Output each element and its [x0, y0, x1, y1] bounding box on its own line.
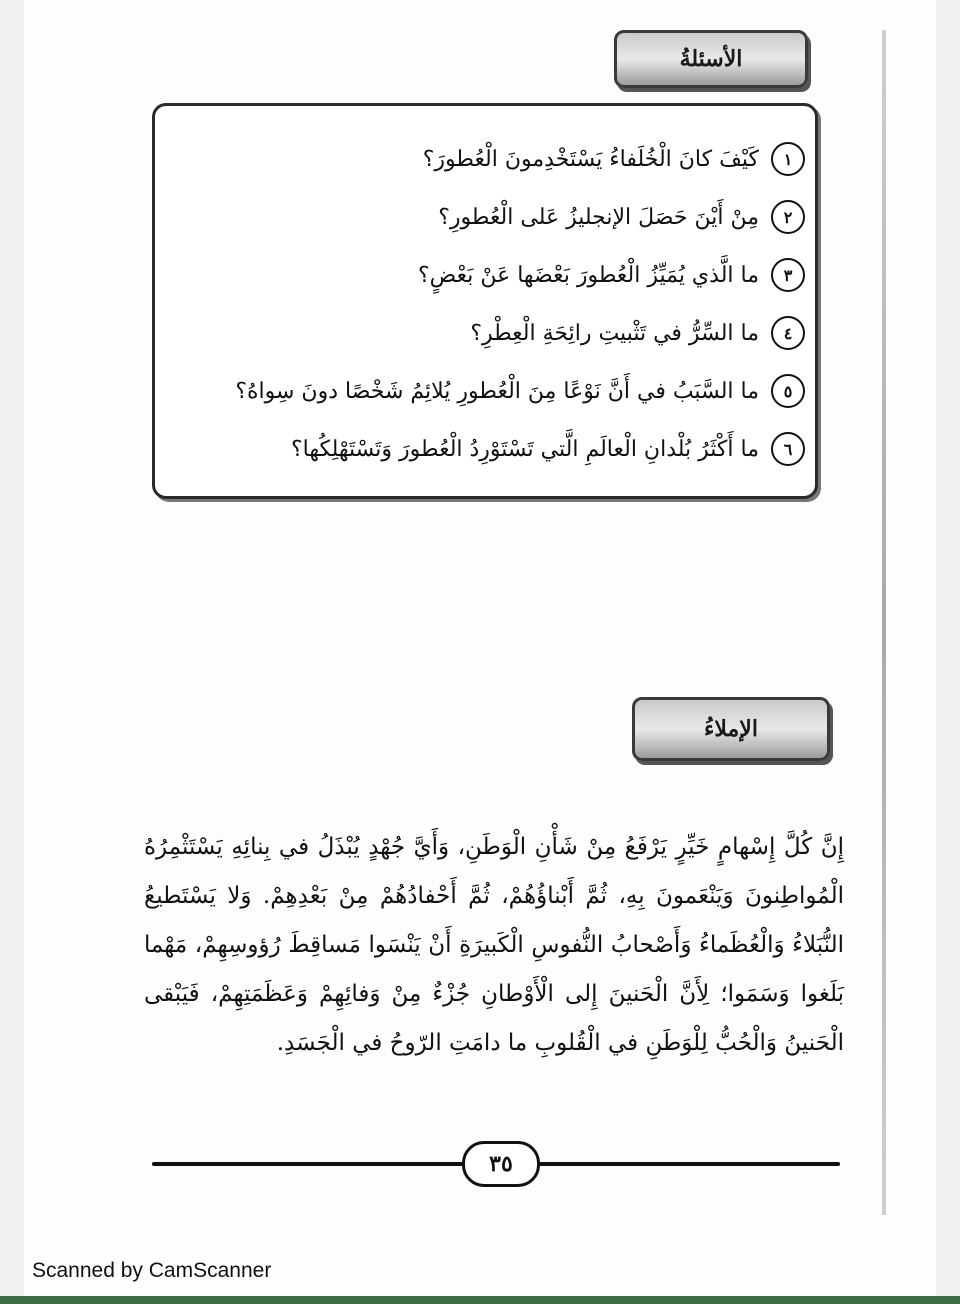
scanner-watermark: Scanned by CamScanner	[32, 1259, 272, 1282]
question-item	[173, 420, 805, 478]
question-item	[173, 188, 805, 246]
bottom-bar	[0, 1296, 960, 1304]
question-text: ما السِّرُّ في تَثْبيتِ رائِحَةِ الْعِطْرِ؟	[470, 320, 759, 346]
question-text: ما السَّبَبُ في أَنَّ نَوْعًا مِنَ الْعُطورِ يُلائِمُ شَخْصًا دونَ سِواهُ؟	[235, 378, 759, 404]
question-text: كَيْفَ كانَ الْخُلَفاءُ يَسْتَخْدِمونَ الْعُطورَ؟	[422, 146, 759, 172]
question-item	[173, 362, 805, 420]
question-number-badge: ١	[771, 142, 805, 176]
question-item	[173, 130, 805, 188]
questions-section-title: الأسئلةُ	[614, 30, 808, 88]
question-text: مِنْ أَيْنَ حَصَلَ الإنجليزُ عَلى الْعُطورِ؟	[438, 204, 759, 230]
page-number: ٣٥	[462, 1141, 540, 1187]
dictation-paragraph: إِنَّ كُلَّ إِسْهامٍ خَيِّرٍ يَرْفَعُ مِنْ شَأْنِ الْوَطَنِ، وَأَيَّ جُهْدٍ يُبْذَلُ في بِنائِهِ يَسْتَثْمِرُهُ الْمُواطِنونَ وَيَنْعَمونَ بِهِ، ثُمَّ أَبْناؤُهُمْ، ثُمَّ أَحْفادُهُمْ مِنْ بَعْدِهِمْ. وَلا يَسْتَطيعُ النُّبَلاءُ وَالْعُظَماءُ وَأَصْحابُ النُّفوسِ الْكَبيرَةِ أَنْ يَنْسَوا مَساقِطَ رُؤوسِهِمْ، مَهْما بَلَغوا وَسَمَوا؛ لِأَنَّ الْحَنينَ إِلى الْأَوْطانِ جُزْءٌ مِنْ وَفائِهِمْ وَعَظَمَتِهِمْ، فَيَبْقى الْحَنينُ وَالْحُبُّ لِلْوَطَنِ في الْقُلوبِ ما دامَتِ الرّوحُ في الْجَسَدِ.	[144, 834, 844, 1056]
question-text: ما أَكْثَرُ بُلْدانِ الْعالَمِ الَّتي تَسْتَوْرِدُ الْعُطورَ وَتَسْتَهْلِكُها؟	[290, 436, 759, 462]
question-number-badge: ٥	[771, 374, 805, 408]
dictation-section-title: الإملاءُ	[632, 697, 830, 761]
questions-box	[152, 103, 818, 499]
question-item	[173, 304, 805, 362]
book-page	[24, 0, 936, 1296]
questions-list	[173, 130, 805, 478]
question-item	[173, 246, 805, 304]
page-spine-shadow	[882, 30, 886, 1215]
question-number-badge: ٦	[771, 432, 805, 466]
question-text: ما الَّذي يُمَيِّزُ الْعُطورَ بَعْضَها عَنْ بَعْضٍ؟	[417, 262, 759, 288]
question-number-badge: ٢	[771, 200, 805, 234]
question-number-badge: ٣	[771, 258, 805, 292]
question-number-badge: ٤	[771, 316, 805, 350]
